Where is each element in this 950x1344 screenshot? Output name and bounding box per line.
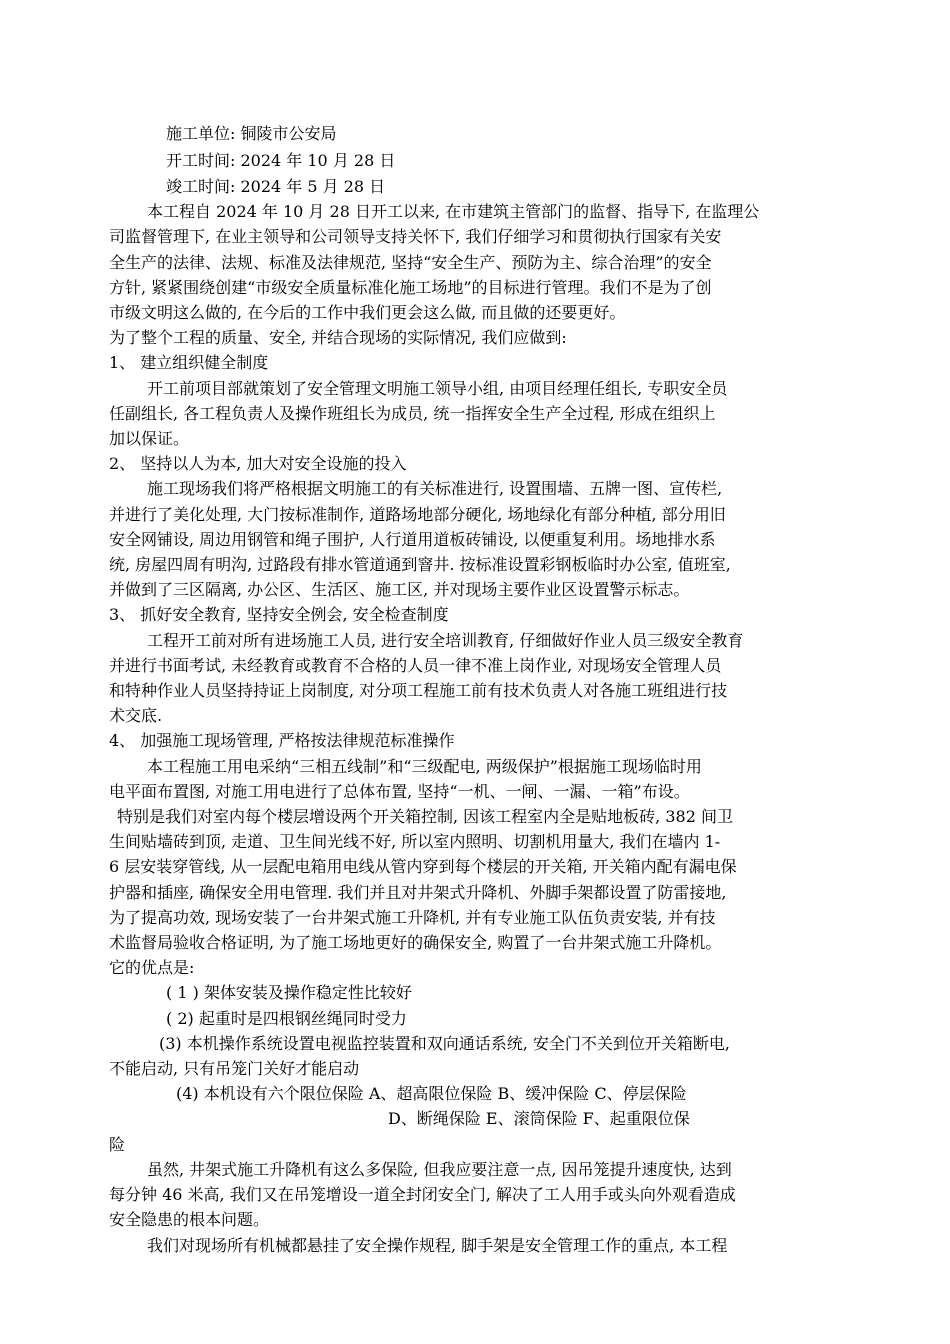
paragraph-line: 它的优点是: bbox=[109, 958, 195, 977]
paragraph-line: 生间贴墙砖到顶, 走道、卫生间光线不好, 所以室内照明、切割机用量大, 我们在墙内 1- bbox=[109, 832, 721, 851]
list-item-2: ( 2) 起重时是四根钢丝绳同时受力 bbox=[166, 1009, 407, 1028]
start-date: 开工时间: 2024 年 10 月 28 日 bbox=[166, 151, 396, 170]
section-heading-2: 2、 坚持以人为本, 加大对安全设施的投入 bbox=[109, 454, 407, 473]
paragraph-line: 和特种作业人员坚持持证上岗制度, 对分项工程施工前有技术负责人对各施工班组进行技 bbox=[109, 681, 728, 700]
paragraph-line: 本工程施工用电采纳“三相五线制”和“三级配电, 两级保护”根据施工现场临时用 bbox=[147, 757, 702, 776]
paragraph-line: 术交底. bbox=[109, 706, 163, 725]
list-item-4-end: 险 bbox=[109, 1135, 126, 1154]
paragraph-line: 施工现场我们将严格根据文明施工的有关标准进行, 设置围墙、五牌一图、宣传栏, bbox=[147, 479, 723, 498]
section-heading-3: 3、 抓好安全教育, 坚持安全例会, 安全检查制度 bbox=[109, 605, 449, 624]
paragraph-line: 统, 房屋四周有明沟, 过路段有排水管道通到窨井. 按标准设置彩钢板临时办公室, 值班室, bbox=[109, 555, 731, 574]
paragraph-line: 每分钟 46 米高, 我们又在吊笼增设一道全封闭安全门, 解决了工人用手或头向外观看造成 bbox=[109, 1185, 736, 1204]
paragraph-line: 6 层安装穿管线, 从一层配电箱用电线从管内穿到每个楼层的开关箱, 开关箱内配有漏电保 bbox=[109, 857, 737, 876]
section-heading-1: 1、 建立组织健全制度 bbox=[109, 353, 269, 372]
list-item-4-cont: D、断绳保险 E、滚筒保险 F、起重限位保 bbox=[388, 1109, 690, 1128]
paragraph-line: 安全网铺设, 周边用钢管和绳子围护, 人行道用道板砖铺设, 以便重复利用。场地排水系 bbox=[109, 530, 716, 549]
paragraph-line: 全生产的法律、法规、标准及法律规范, 坚持“安全生产、预防为主、综合治理”的安全 bbox=[109, 253, 712, 272]
paragraph-line: 我们对现场所有机械都悬挂了安全操作规程, 脚手架是安全管理工作的重点, 本工程 bbox=[147, 1236, 728, 1255]
list-item-3-cont: 不能启动, 只有吊笼门关好才能启动 bbox=[109, 1059, 360, 1078]
paragraph-line: 术监督局验收合格证明, 为了施工场地更好的确保安全, 购置了一台井架式施工升降机。 bbox=[109, 933, 722, 952]
paragraph-line: 任副组长, 各工程负责人及操作班组长为成员, 统一指挥安全生产全过程, 形成在组织上 bbox=[109, 404, 716, 423]
paragraph-line: 护器和插座, 确保安全用电管理. 我们并且对井架式升降机、外脚手架都设置了防雷接地, bbox=[109, 883, 727, 902]
construction-unit: 施工单位: 铜陵市公安局 bbox=[166, 124, 337, 143]
paragraph-line: 安全隐患的根本问题。 bbox=[109, 1210, 270, 1229]
paragraph-line: 并做到了三区隔离, 办公区、生活区、施工区, 并对现场主要作业区设置警示标志。 bbox=[109, 580, 690, 599]
paragraph-line: 并进行书面考试, 未经教育或教育不合格的人员一律不准上岗作业, 对现场安全管理人员 bbox=[109, 656, 722, 675]
paragraph-line: 司监督管理下, 在业主领导和公司领导支持关怀下, 我们仔细学习和贯彻执行国家有关安 bbox=[109, 227, 722, 246]
paragraph-line: 本工程自 2024 年 10 月 28 日开工以来, 在市建筑主管部门的监督、指导下, 在监理公 bbox=[147, 202, 760, 221]
paragraph-line: 并进行了美化处理, 大门按标准制作, 道路场地部分硬化, 场地绿化有部分种植, 部分用旧 bbox=[109, 505, 726, 524]
paragraph-line: 虽然, 井架式施工升降机有这么多保险, 但我应要注意一点, 因吊笼提升速度快, 达到 bbox=[147, 1160, 732, 1179]
list-item-1: ( 1 ) 架体安装及操作稳定性比较好 bbox=[166, 983, 412, 1002]
paragraph-line: 方针, 紧紧围绕创建“市级安全质量标准化施工场地”的目标进行管理。我们不是为了创 bbox=[109, 278, 712, 297]
paragraph-line: 特别是我们对室内每个楼层增设两个开关箱控制, 因该工程室内全是贴地板砖, 382 间卫 bbox=[117, 807, 733, 826]
paragraph-line: 为了整个工程的质量、安全, 并结合现场的实际情况, 我们应做到: bbox=[109, 328, 567, 347]
completion-date: 竣工时间: 2024 年 5 月 28 日 bbox=[166, 177, 386, 196]
paragraph-line: 加以保证。 bbox=[109, 429, 190, 448]
paragraph-line: 为了提高功效, 现场安装了一台井架式施工升降机, 并有专业施工队伍负责安装, 并有技 bbox=[109, 908, 716, 927]
paragraph-line: 工程开工前对所有进场施工人员, 进行安全培训教育, 仔细做好作业人员三级安全教育 bbox=[147, 631, 744, 650]
paragraph-line: 市级文明这么做的, 在今后的工作中我们更会这么做, 而且做的还要更好。 bbox=[109, 303, 626, 322]
paragraph-line: 电平面布置图, 对施工用电进行了总体布置, 坚持“一机、一闸、一漏、一箱”布设。 bbox=[109, 782, 690, 801]
list-item-4: (4) 本机设有六个限位保险 A、超高限位保险 B、缓冲保险 C、停层保险 bbox=[176, 1084, 687, 1103]
list-item-3: (3) 本机操作系统设置电视监控装置和双向通话系统, 安全门不关到位开关箱断电, bbox=[159, 1034, 731, 1053]
paragraph-line: 开工前项目部就策划了安全管理文明施工领导小组, 由项目经理任组长, 专职安全员 bbox=[147, 379, 728, 398]
section-heading-4: 4、 加强施工现场管理, 严格按法律规范标准操作 bbox=[109, 731, 455, 750]
